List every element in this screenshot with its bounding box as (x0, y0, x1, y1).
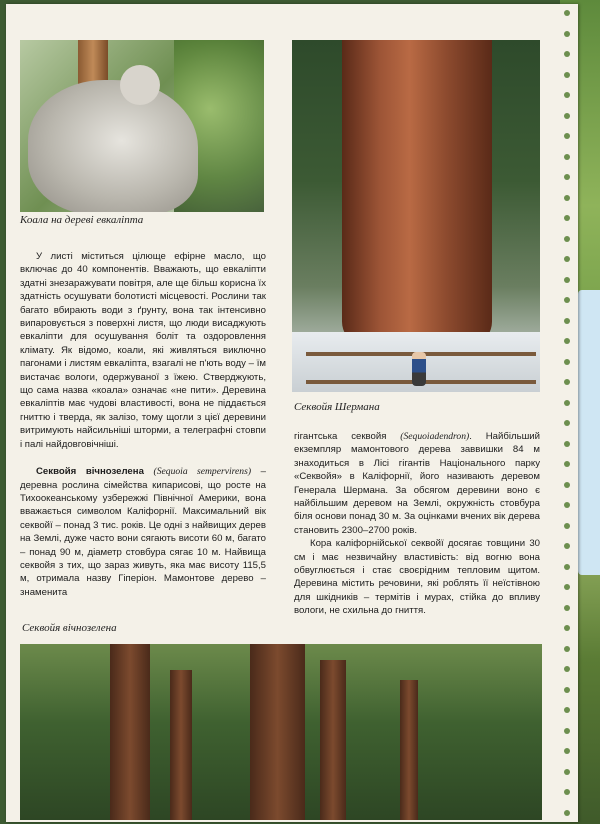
sequoia-paragraph (20, 465, 266, 599)
sequoia-latin: (Sequoia sempervirens) (153, 466, 252, 478)
eucalyptus-paragraph: У листі міститься цілюще ефірне масло, що включає до 40 компонентів. Вважають, що евкаліпти здатні знезаражувати повітря, але ще більш корисна їх здатність осушувати болотисті місцевості. Рослини так багато вбирають води з ґрунту, вона так інтенсивно випаровується з поверхні листя, що люди висаджують евкаліпти для осушування боліт та оздоровлення клімату. Як відомо, коали, які живляться виключно пагонами і листям евкаліпта, взагалі не п'ють воду – їм вистачає вологи, одержуваної з їжею. Стверджують, що сама назва «коала» означає «не пити». Деревина евкаліптів має чудові властивості, вона не піддається гниттю і тверда, як залізо, тому щогли з цієї деревини витримують найсильніші шторми, а телеграфні стовпи і палі найдовговічніші. (20, 251, 266, 450)
sherman-sequoia-photo (292, 40, 540, 392)
next-page-edge (578, 290, 600, 575)
koala-photo (20, 40, 264, 212)
giant-sequoia-body: . Найбільший екземпляр мамонтового дерева заввишки 84 м знаходиться в Лісі гігантів Національного парку «Секвойя» в Каліфорнії, його називають деревом Генерала Шермана. За обсягом деревини воно є найбільшим деревом на Землі, окружність стовбура біля основи понад 30 м. За оцінками вчених вік дерева становить 2300–2700 років. (294, 431, 540, 536)
evergreen-forest-photo (20, 644, 542, 820)
giant-sequoia-paragraph (294, 430, 540, 537)
giant-sequoia-start: гігантська секвойя (294, 431, 401, 442)
bark-paragraph: Кора каліфорнійської секвойї досягає товщини 30 см і має незвичайну властивість: від вогню вона обвуглюється і стає своєрідним тепловим щитом. Деревина містить речовини, які роблять її неїстівною для шкідників – термітів і мурах, стійка до впливу вологи, не схильна до гниття. (294, 538, 540, 617)
sequoia-body: – деревна рослина сімейства кипарисові, що росте на Тихоокеанському узбережжі Північної Америки, вона вважається символом Каліфорнії. Максимальний вік секвойї – понад 3 тис. років. Це одні з найвищих дерев на Землі, дуже часто вони сягають висоти 60 м, багато – понад 90 м, діаметр стовбура сягає 10 м. Найвища секвойя з тих, що зараз живуть, яка має висоту 115,5 м, отримала назву Гіперіон. Мамонтове дерево – знаменита (20, 466, 266, 598)
sherman-caption: Секвойя Шермана (294, 401, 380, 413)
right-text-column (294, 430, 540, 618)
left-text-column (20, 250, 266, 599)
sequoia-term: Секвойя вічнозелена (36, 466, 144, 478)
spiral-binding (562, 4, 572, 822)
giant-sequoia-latin: (Sequoiadendron) (400, 431, 470, 442)
book-page (6, 4, 578, 822)
koala-caption: Коала на дереві евкаліпта (20, 214, 144, 226)
evergreen-caption: Секвойя вічнозелена (22, 622, 117, 634)
